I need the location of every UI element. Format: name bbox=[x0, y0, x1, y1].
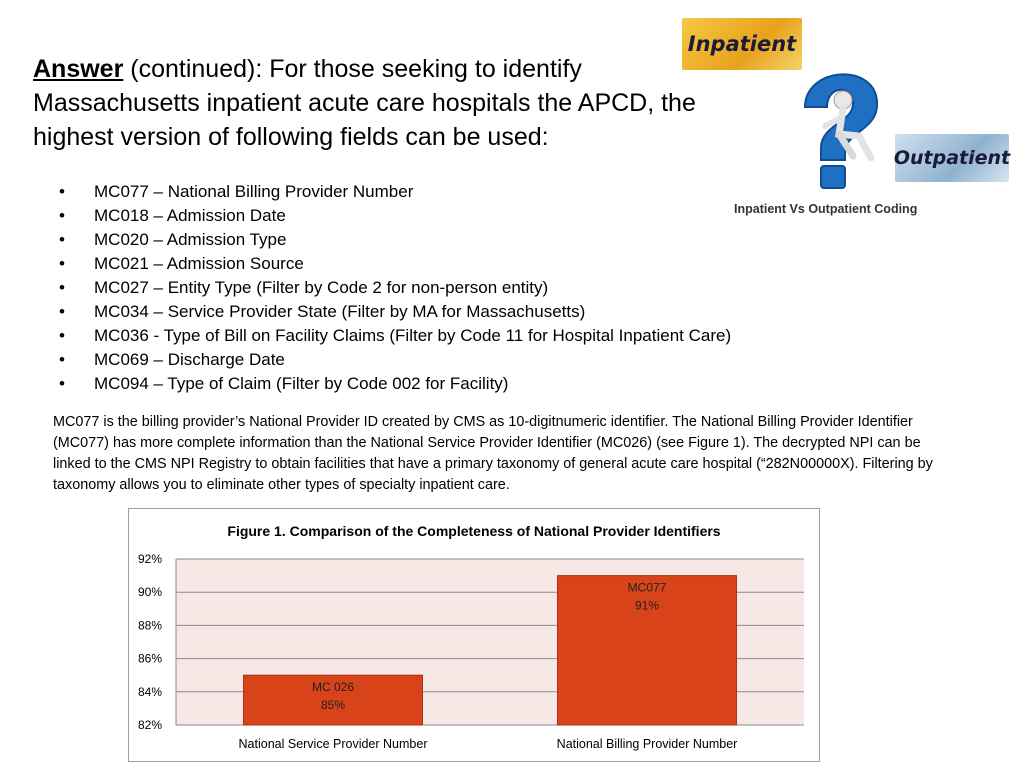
field-list-item bbox=[56, 348, 731, 372]
y-tick-label: 82% bbox=[137, 718, 162, 732]
question-mark-figure-icon bbox=[775, 52, 905, 192]
field-list-item-text: MC018 – Admission Date bbox=[94, 206, 286, 225]
bullet-icon: • bbox=[59, 278, 65, 297]
slide-title bbox=[33, 52, 713, 154]
x-category-label: National Billing Provider Number bbox=[556, 737, 738, 751]
field-list-item bbox=[56, 276, 731, 300]
answer-label: Answer bbox=[33, 55, 124, 83]
x-category-label: National Service Provider Number bbox=[238, 737, 428, 751]
field-list-item-text: MC077 – National Billing Provider Number bbox=[94, 182, 414, 201]
bullet-icon: • bbox=[59, 302, 65, 321]
bullet-icon: • bbox=[59, 230, 65, 249]
y-tick-label: 88% bbox=[137, 618, 162, 633]
field-list-item-text: MC094 – Type of Claim (Filter by Code 002 for Facility) bbox=[94, 374, 509, 393]
field-list-item bbox=[56, 204, 731, 228]
field-list-item-text: MC020 – Admission Type bbox=[94, 230, 287, 249]
field-list-item bbox=[56, 300, 731, 324]
chart-canvas bbox=[129, 509, 819, 761]
outpatient-tag: Outpatient bbox=[895, 134, 1009, 182]
field-list-item-text: MC034 – Service Provider State (Filter by MA for Massachusetts) bbox=[94, 302, 586, 321]
field-list-item-text: MC027 – Entity Type (Filter by Code 2 for non-person entity) bbox=[94, 278, 549, 297]
bar-data-label: MC077 bbox=[627, 580, 667, 595]
bullet-icon: • bbox=[59, 206, 65, 225]
field-list-item-text: MC069 – Discharge Date bbox=[94, 350, 285, 369]
bar-data-label: MC 026 bbox=[311, 680, 355, 695]
bullet-icon: • bbox=[59, 350, 65, 369]
inpatient-outpatient-illustration bbox=[680, 14, 1014, 224]
field-list-item bbox=[56, 252, 731, 276]
bullet-icon: • bbox=[59, 254, 65, 273]
chart-title: Figure 1. Comparison of the Completeness of National Provider Identifiers bbox=[227, 523, 721, 539]
illustration-caption: Inpatient Vs Outpatient Coding bbox=[734, 202, 918, 216]
title-text: (continued): For those seeking to identify Massachusetts inpatient acute care hospitals the APCD, the highest version of following fields can be used: bbox=[33, 55, 696, 151]
figure-1-chart bbox=[128, 508, 820, 762]
bar-value-label: 91% bbox=[634, 598, 660, 613]
field-list-item-text: MC021 – Admission Source bbox=[94, 254, 304, 273]
bullet-icon: • bbox=[59, 182, 65, 201]
field-list-item bbox=[56, 372, 731, 396]
bullet-icon: • bbox=[59, 374, 65, 393]
field-list bbox=[56, 180, 731, 396]
y-tick-label: 90% bbox=[137, 585, 162, 600]
explanation-paragraph: MC077 is the billing provider’s National Provider ID created by CMS as 10-digitnumeric identifier. The National Billing Provider Identifier (MC077) has more complete information than the National Service Provider Identifier (MC026) (see Figure 1). The decrypted NPI can be linked to the CMS NPI Registry to obtain facilities that have a primary taxonomy of general acute care hospital (“282N00000X). Filtering by taxonomy allows you to eliminate other types of specialty inpatient care. bbox=[53, 414, 933, 493]
bar-value-label: 85% bbox=[320, 698, 346, 713]
inpatient-tag: Inpatient bbox=[682, 18, 802, 70]
y-tick-label: 92% bbox=[137, 552, 162, 566]
field-list-item bbox=[56, 228, 731, 252]
bullet-icon: • bbox=[59, 326, 65, 345]
field-list-item bbox=[56, 324, 731, 348]
field-list-item-text: MC036 - Type of Bill on Facility Claims (Filter by Code 11 for Hospital Inpatient Care) bbox=[94, 326, 732, 345]
y-tick-label: 84% bbox=[137, 684, 162, 699]
y-tick-label: 86% bbox=[137, 651, 162, 666]
field-list-item bbox=[56, 180, 731, 204]
